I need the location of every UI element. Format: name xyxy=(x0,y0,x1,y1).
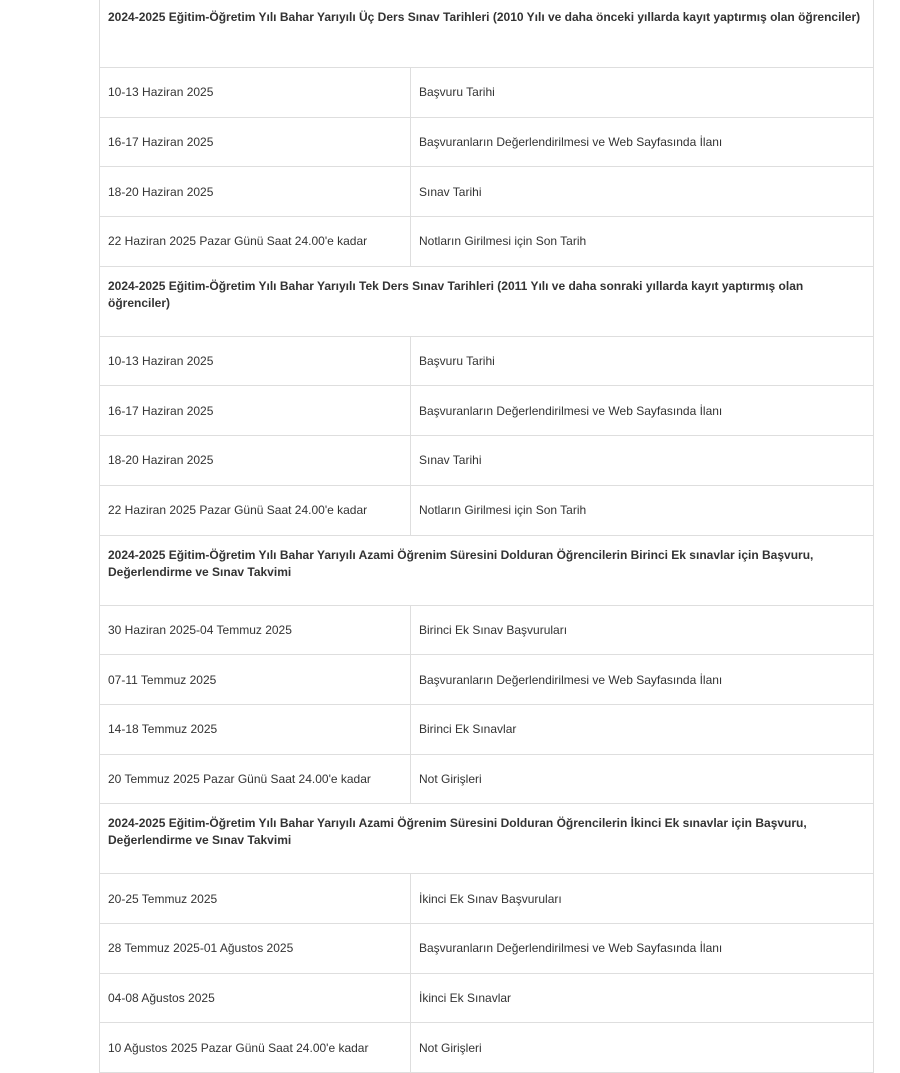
date-cell: 10 Ağustos 2025 Pazar Günü Saat 24.00'e kadar xyxy=(100,1023,411,1072)
table-row xyxy=(100,167,873,217)
event-cell: Başvuranların Değerlendirilmesi ve Web Sayfasında İlanı xyxy=(419,672,723,687)
date-cell: 30 Haziran 2025-04 Temmuz 2025 xyxy=(100,606,411,655)
event-cell: İkinci Ek Sınavlar xyxy=(419,990,512,1005)
event-cell: İkinci Ek Sınav Başvuruları xyxy=(419,891,562,906)
event-cell: Sınav Tarihi xyxy=(419,453,482,468)
calendar-section xyxy=(99,0,874,267)
event-cell: Başvuranların Değerlendirilmesi ve Web Sayfasında İlanı xyxy=(419,941,723,956)
table-row xyxy=(100,217,873,267)
section-title: 2024-2025 Eğitim-Öğretim Yılı Bahar Yarıyılı Üç Ders Sınav Tarihleri (2010 Yılı ve daha önceki yıllarda kayıt yaptırmış olan öğrenciler) xyxy=(100,0,873,68)
event-cell: Başvuru Tarihi xyxy=(419,354,495,369)
date-cell: 18-20 Haziran 2025 xyxy=(100,167,411,216)
table-row xyxy=(100,655,873,705)
event-cell: Başvuranların Değerlendirilmesi ve Web Sayfasında İlanı xyxy=(419,403,723,418)
section-title: 2024-2025 Eğitim-Öğretim Yılı Bahar Yarıyılı Tek Ders Sınav Tarihleri (2011 Yılı ve daha sonraki yıllarda kayıt yaptırmış olan öğrenciler) xyxy=(100,267,873,337)
event-cell: Not Girişleri xyxy=(419,1040,482,1055)
date-cell: 20 Temmuz 2025 Pazar Günü Saat 24.00'e kadar xyxy=(100,755,411,804)
table-row xyxy=(100,1023,873,1073)
date-cell: 07-11 Temmuz 2025 xyxy=(100,655,411,704)
event-cell: Birinci Ek Sınav Başvuruları xyxy=(419,622,568,637)
table-row xyxy=(100,755,873,805)
event-cell: Başvuru Tarihi xyxy=(419,85,495,100)
table-row xyxy=(100,486,873,536)
calendar-section xyxy=(99,804,874,1073)
table-row xyxy=(100,874,873,924)
date-cell: 10-13 Haziran 2025 xyxy=(100,337,411,386)
table-row xyxy=(100,386,873,436)
table-row xyxy=(100,705,873,755)
table-row xyxy=(100,924,873,974)
event-cell: Sınav Tarihi xyxy=(419,184,482,199)
date-cell: 20-25 Temmuz 2025 xyxy=(100,874,411,923)
date-cell: 22 Haziran 2025 Pazar Günü Saat 24.00'e kadar xyxy=(100,486,411,535)
date-cell: 18-20 Haziran 2025 xyxy=(100,436,411,485)
table-row xyxy=(100,606,873,656)
event-cell: Notların Girilmesi için Son Tarih xyxy=(419,234,587,249)
date-cell: 16-17 Haziran 2025 xyxy=(100,118,411,167)
date-cell: 04-08 Ağustos 2025 xyxy=(100,974,411,1023)
section-title: 2024-2025 Eğitim-Öğretim Yılı Bahar Yarıyılı Azami Öğrenim Süresini Dolduran Öğrencilerin İkinci Ek sınavlar için Başvuru, Değerlendirme ve Sınav Takvimi xyxy=(100,804,873,874)
table-row xyxy=(100,337,873,387)
event-cell: Notların Girilmesi için Son Tarih xyxy=(419,503,587,518)
table-row xyxy=(100,974,873,1024)
date-cell: 16-17 Haziran 2025 xyxy=(100,386,411,435)
date-cell: 22 Haziran 2025 Pazar Günü Saat 24.00'e kadar xyxy=(100,217,411,266)
date-cell: 10-13 Haziran 2025 xyxy=(100,68,411,117)
section-title: 2024-2025 Eğitim-Öğretim Yılı Bahar Yarıyılı Azami Öğrenim Süresini Dolduran Öğrencilerin Birinci Ek sınavlar için Başvuru, Değerlendirme ve Sınav Takvimi xyxy=(100,536,873,606)
calendar-section xyxy=(99,267,874,536)
table-row xyxy=(100,436,873,486)
event-cell: Birinci Ek Sınavlar xyxy=(419,722,517,737)
calendar-section xyxy=(99,536,874,805)
table-row xyxy=(100,118,873,168)
event-cell: Başvuranların Değerlendirilmesi ve Web Sayfasında İlanı xyxy=(419,135,723,150)
date-cell: 28 Temmuz 2025-01 Ağustos 2025 xyxy=(100,924,411,973)
table-row xyxy=(100,68,873,118)
date-cell: 14-18 Temmuz 2025 xyxy=(100,705,411,754)
event-cell: Not Girişleri xyxy=(419,771,482,786)
exam-calendar-table xyxy=(99,0,874,1073)
